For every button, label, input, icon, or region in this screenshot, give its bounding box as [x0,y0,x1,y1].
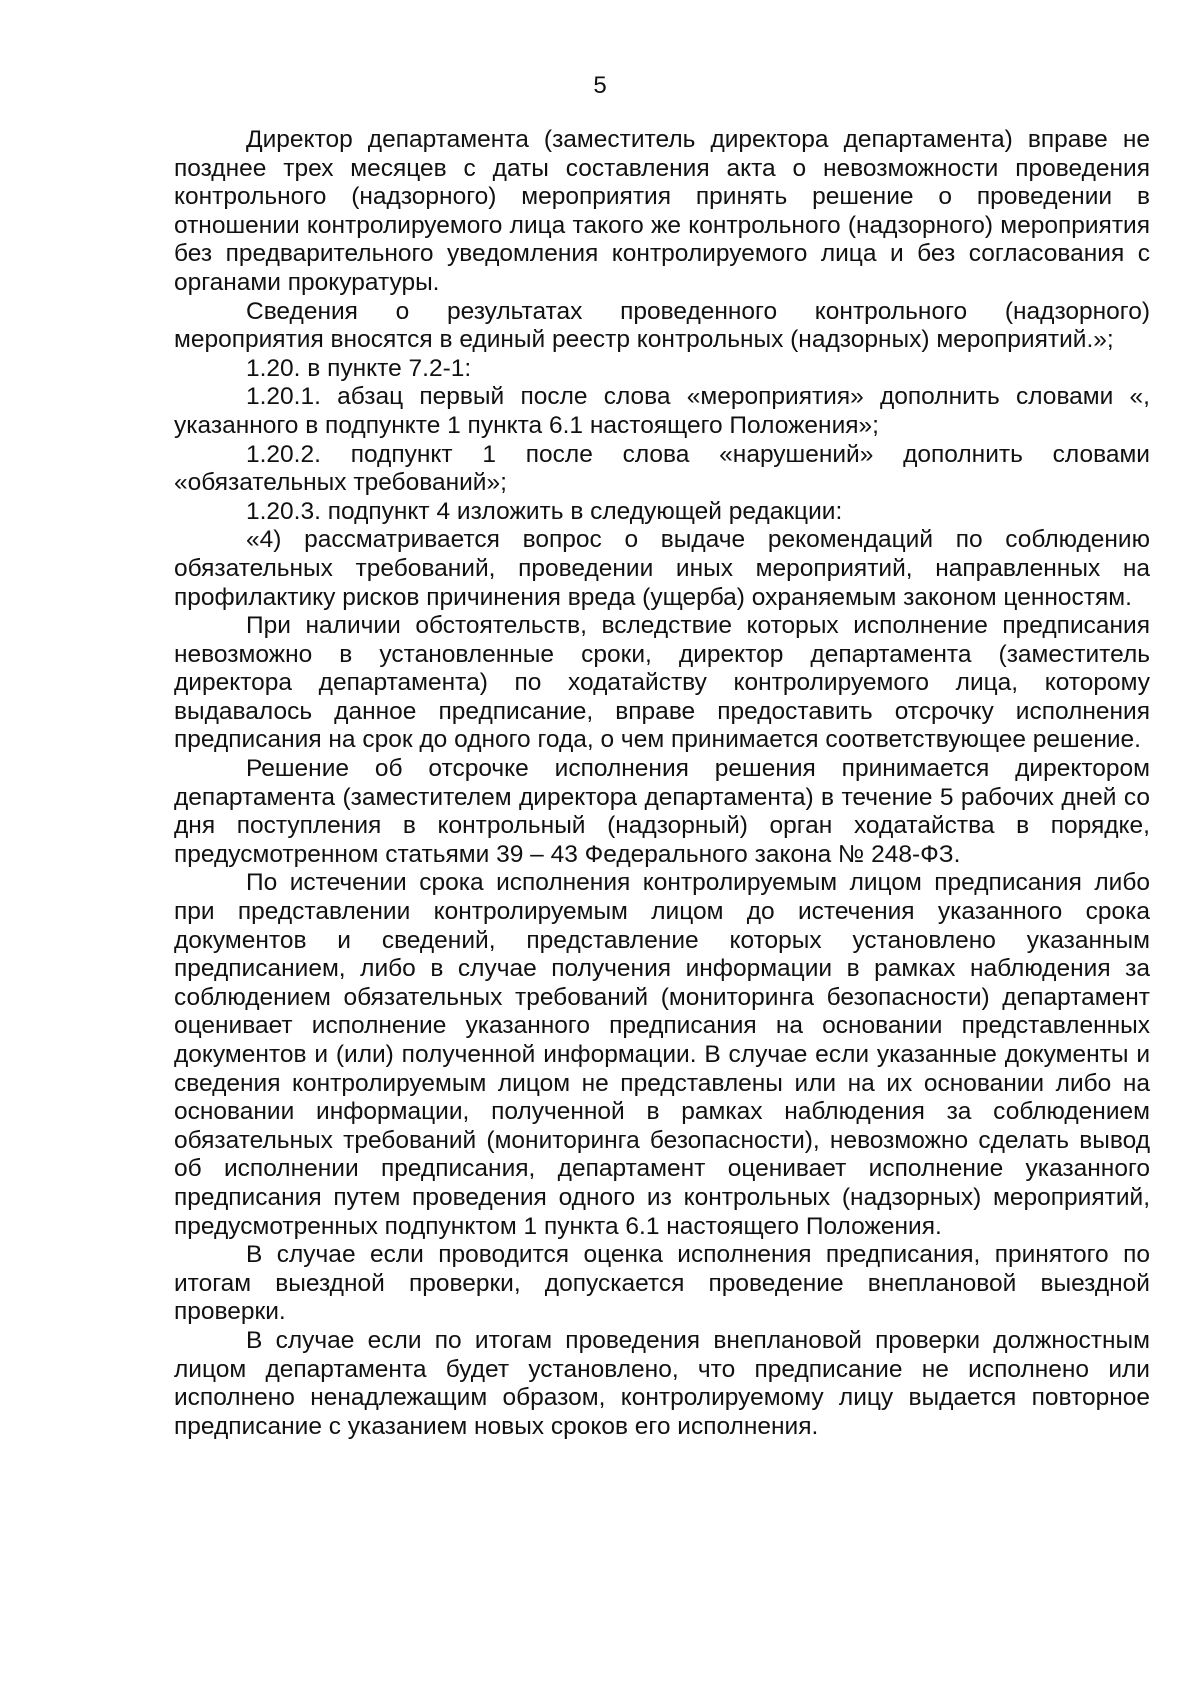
paragraph: «4) рассматривается вопрос о выдаче рекомендаций по соблюдению обязательных требований, проведении иных мероприятий, направленных на профилактику рисков причинения вреда (ущерба) охраняемым законом ценностям. [174,526,1150,611]
paragraph: Сведения о результатах проведенного контрольного (надзорного) мероприятия вносятся в единый реестр контрольных (надзорных) мероприятий.»; [174,297,1150,354]
paragraph: По истечении срока исполнения контролируемым лицом предписания либо при представлении контролируемым лицом до истечения указанного срока документов и сведений, представление которых установлено указанным предписанием, либо в случае получения информации в рамках наблюдения за соблюдением обязательных требований (мониторинга безопасности) департамент оценивает исполнение указанного предписания на основании представленных документов и (или) полученной информации. В случае если указанные документы и сведения контролируемым лицом не представлены или на их основании либо на основании информации, полученной в рамках наблюдения за соблюдением обязательных требований (мониторинга безопасности), невозможно сделать вывод об исполнении предписания, департамент оценивает исполнение указанного предписания путем проведения одного из контрольных (надзорных) мероприятий, предусмотренных подпунктом 1 пункта 6.1 настоящего Положения. [174,869,1150,1240]
document-body [174,126,1150,1441]
paragraph: 1.20.2. подпункт 1 после слова «нарушений» дополнить словами «обязательных требований»; [174,440,1150,497]
paragraph: 1.20.3. подпункт 4 изложить в следующей редакции: [246,497,843,525]
paragraph: 1.20. в пункте 7.2-1: [246,354,472,382]
paragraph: Директор департамента (заместитель директора департамента) вправе не позднее трех месяцев с даты составления акта о невозможности проведения контрольного (надзорного) мероприятия принять решение о проведении в отношении контролируемого лица такого же контрольного (надзорного) мероприятия без предварительного уведомления контролируемого лица и без согласования с органами прокуратуры. [174,126,1150,296]
paragraph: Решение об отсрочке исполнения решения принимается директором департамента (заместителем директора департамента) в течение 5 рабочих дней со дня поступления в контрольный (надзорный) орган ходатайства в порядке, предусмотренном статьями 39 – 43 Федерального закона № 248-ФЗ. [174,755,1150,868]
page-number: 5 [593,72,607,99]
paragraph: В случае если проводится оценка исполнения предписания, принятого по итогам выездной проверки, допускается проведение внеплановой выездной проверки. [174,1241,1150,1326]
paragraph: При наличии обстоятельств, вследствие которых исполнение предписания невозможно в установленные сроки, директор департамента (заместитель директора департамента) по ходатайству контролируемого лица, которому выдавалось данное предписание, вправе предоставить отсрочку исполнения предписания на срок до одного года, о чем принимается соответствующее решение. [174,612,1150,754]
paragraph: В случае если по итогам проведения внеплановой проверки должностным лицом департамента будет установлено, что предписание не исполнено или исполнено ненадлежащим образом, контролируемому лицу выдается повторное предписание с указанием новых сроков его исполнения. [174,1326,1150,1440]
paragraph: 1.20.1. абзац первый после слова «мероприятия» дополнить словами «, указанного в подпункте 1 пункта 6.1 настоящего Положения»; [174,383,1150,439]
